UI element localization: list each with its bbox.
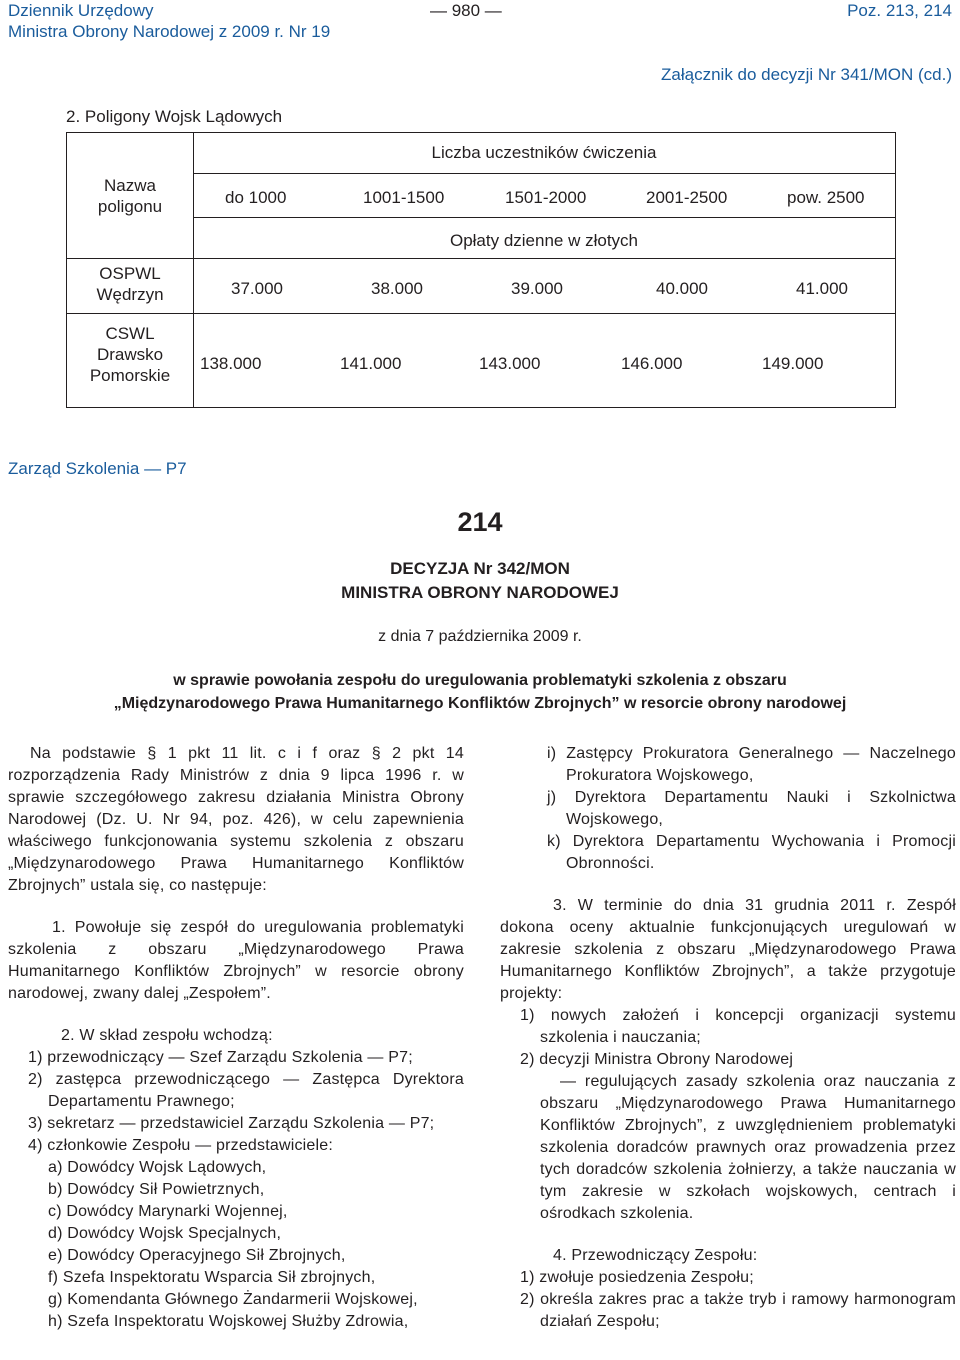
decision-date: z dnia 7 października 2009 r.	[378, 628, 582, 645]
list-sub-item: e) Dowódcy Operacyjnego Sił Zbrojnych,	[48, 1247, 346, 1264]
page-number: — 980 —	[430, 1, 502, 20]
list-sub-item: g) Komendanta Głównego Żandarmerii Wojskowej,	[48, 1291, 418, 1308]
table-cell: 143.000	[479, 354, 541, 373]
table-cell: 38.000	[371, 279, 423, 298]
list-item: 2) zastępca przewodniczącego — Zastępca Dyrektora Departamentu Prawnego;	[28, 1071, 464, 1110]
journal-title: Dziennik Urzędowy	[8, 1, 154, 20]
list-sub-item: i) Zastępcy Prokuratora Generalnego — Naczelnego Prokuratora Wojskowego,	[547, 745, 956, 784]
table-cell: 149.000	[762, 354, 824, 373]
paragraph-4-intro: 4. Przewodniczący Zespołu:	[553, 1247, 758, 1264]
list-sub-item: b) Dowódcy Sił Powietrznych,	[48, 1181, 265, 1198]
decision-subject: w sprawie powołania zespołu do uregulowania problematyki szkolenia z obszaru	[173, 672, 787, 689]
list-item: 2) określa zakres prac a także tryb i ramowy harmonogram działań Zespołu;	[520, 1291, 956, 1330]
table-cell: 141.000	[340, 354, 402, 373]
section-title: 2. Poligony Wojsk Lądowych	[66, 107, 283, 126]
journal-ministry: Ministra Obrony Narodowej z 2009 r. Nr 19	[8, 22, 331, 41]
participants-header: Liczba uczestników ćwiczenia	[431, 143, 657, 162]
list-item: 2) decyzji Ministra Obrony Narodowej	[520, 1051, 794, 1068]
annex-note: Załącznik do decyzji Nr 341/MON (cd.)	[661, 65, 952, 84]
list-item: 4) członkowie Zespołu — przedstawiciele:	[28, 1137, 334, 1154]
table-cell: 138.000	[200, 354, 262, 373]
list-sub-item: f) Szefa Inspektoratu Wsparcia Sił zbrojnych,	[48, 1269, 376, 1286]
paragraph-3: 3. W terminie do dnia 31 grudnia 2011 r. Zespół dokona oceny aktualnie funkcjonujących uregulowań w zakresie szkolenia z obszaru „Międzynarodowego Prawa Humanitarnego Konfliktów Zbrojnych”, a także przygotuje projekty:	[500, 897, 956, 1002]
list-sub-item: h) Szefa Inspektoratu Wojskowej Służby Zdrowia,	[48, 1313, 409, 1330]
table-divider	[193, 133, 194, 407]
column-header: 2001-2500	[646, 188, 728, 207]
column-header: do 1000	[225, 188, 287, 207]
table-divider	[193, 217, 895, 218]
list-sub-item: k) Dyrektora Departamentu Wychowania i Promocji Obronności.	[547, 833, 956, 872]
decision-title: DECYZJA Nr 342/MON	[390, 559, 570, 578]
list-item-continuation: — regulujących zasady szkolenia oraz nauczania z obszaru „Międzynarodowego Prawa Humanitarnego Konfliktów Zbrojnych”, z uwzględnieniem problematyki szkolenia doradców prawnych oraz prowadzenia przez tych doradców szkolenia żołnierzy, a także nauczania w tym zakresie w szkołach wojskowych, centrach i ośrodkach szkolenia.	[540, 1073, 956, 1222]
list-sub-item: j) Dyrektora Departamentu Nauki i Szkolnictwa Wojskowego,	[547, 789, 956, 828]
table-cell: 40.000	[656, 279, 708, 298]
table-divider	[67, 258, 895, 259]
column-header: pow. 2500	[787, 188, 865, 207]
position-numbers: Poz. 213, 214	[847, 1, 952, 20]
decision-subject: „Międzynarodowego Prawa Humanitarnego Konfliktów Zbrojnych” w resorcie obrony narodowej	[113, 695, 847, 712]
list-sub-item: a) Dowódcy Wojsk Lądowych,	[48, 1159, 267, 1176]
list-sub-item: c) Dowódcy Marynarki Wojennej,	[48, 1203, 288, 1220]
row-name: CSWL Drawsko Pomorskie	[89, 324, 171, 385]
paragraph-2-intro: 2. W skład zespołu wchodzą:	[61, 1027, 273, 1044]
fees-header: Opłaty dzienne w złotych	[449, 231, 639, 250]
table-divider	[67, 313, 895, 314]
row-name: OSPWL Wędrzyn	[96, 264, 164, 304]
table-cell: 37.000	[231, 279, 283, 298]
paragraph-1: 1. Powołuje się zespół do uregulowania problematyki szkolenia z obszaru „Międzynarodowego Prawa Humanitarnego Konfliktów Zbrojnych” w resorcie obrony narodowej, zwany dalej „Zespołem”.	[8, 919, 464, 1002]
right-column	[500, 743, 956, 1333]
table-divider	[193, 173, 895, 174]
decision-issuer: MINISTRA OBRONY NARODOWEJ	[341, 583, 619, 602]
preamble: Na podstawie § 1 pkt 11 lit. c i f oraz § 2 pkt 14 rozporządzenia Rady Ministrów z dnia 9 lipca 1996 r. w sprawie szczegółowego zakresu działania Ministra Obrony Narodowej (Dz. U. Nr 94, poz. 426), w celu zapewnienia właściwego funkcjonowania systemu szkolenia z obszaru „Międzynarodowego Prawa Humanitarnego Konfliktów Zbrojnych” ustala się, co następuje:	[8, 745, 464, 894]
decision-number: 214	[457, 507, 503, 537]
list-sub-item: d) Dowódcy Wojsk Specjalnych,	[48, 1225, 282, 1242]
signature-line: Zarząd Szkolenia — P7	[8, 459, 187, 478]
fee-table	[66, 132, 896, 408]
list-item: 1) nowych założeń i koncepcji organizacji systemu szkolenia i nauczania;	[520, 1007, 956, 1046]
list-item: 1) przewodniczący — Szef Zarządu Szkolenia — P7;	[28, 1049, 413, 1066]
column-header-name: Nazwa poligonu	[97, 176, 163, 216]
list-item: 1) zwołuje posiedzenia Zespołu;	[520, 1269, 754, 1286]
table-cell: 39.000	[511, 279, 563, 298]
table-cell: 146.000	[621, 354, 683, 373]
list-item: 3) sekretarz — przedstawiciel Zarządu Szkolenia — P7;	[28, 1115, 435, 1132]
table-cell: 41.000	[796, 279, 848, 298]
column-header: 1501-2000	[505, 188, 587, 207]
left-column	[8, 743, 464, 1333]
column-header: 1001-1500	[363, 188, 445, 207]
